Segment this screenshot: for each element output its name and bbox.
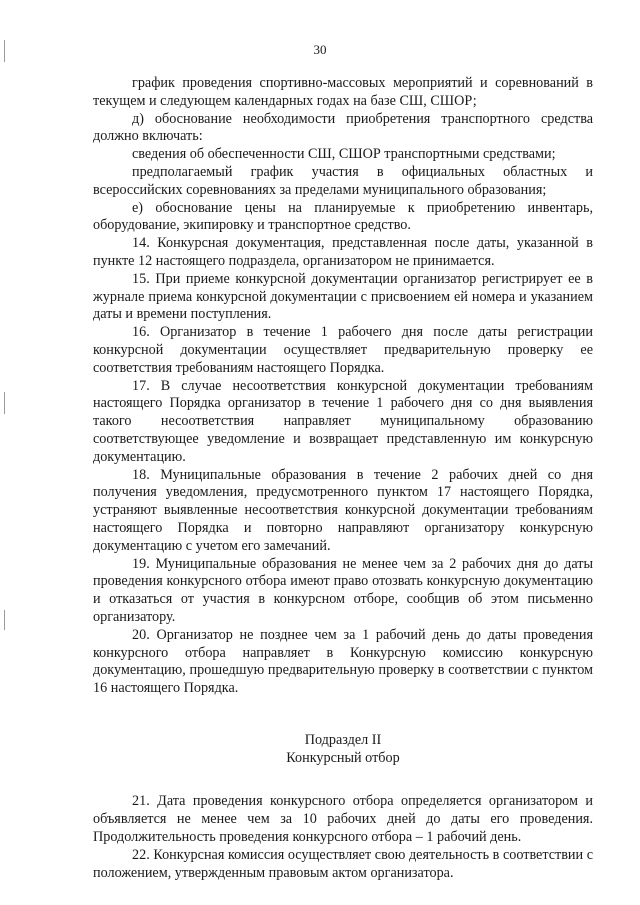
paragraph-group-bottom	[93, 793, 593, 882]
paragraph: д) обоснование необходимости приобретения транспортного средства должно включать:	[93, 110, 593, 145]
paragraph: сведения об обеспеченности СШ, СШОР транспортными средствами;	[132, 146, 556, 163]
subsection-heading	[93, 732, 593, 768]
paragraph: 14. Конкурсная документация, представленная после даты, указанной в пункте 12 настоящего подраздела, организатором не принимается.	[93, 235, 593, 269]
paragraph: предполагаемый график участия в официальных областных и всероссийских соревнованиях за пределами муниципального образования;	[93, 163, 593, 198]
paragraph: 22. Конкурсная комиссия осуществляет свою деятельность в соответствии с положением, утвержденным правовым актом организатора.	[93, 846, 593, 881]
scan-margin-mark-bottom	[4, 610, 5, 630]
document-body	[93, 75, 593, 882]
paragraph: 21. Дата проведения конкурсного отбора определяется организатором и объявляется не менее чем за 10 рабочих дней до даты его проведения. Продолжительность проведения конкурсного отбора – 1 рабочий день.	[93, 793, 593, 846]
subsection-title: Конкурсный отбор	[286, 749, 400, 766]
paragraph: 18. Муниципальные образования в течение 2 рабочих дней со дня получения уведомления, предусмотренного пунктом 17 настоящего Порядка, устраняют выявленные несоответствия конкурсной документации требованиям настоящего Порядка и повторно направляют организатору конкурсную документацию с учетом его замечаний.	[93, 466, 593, 554]
scan-margin-mark-mid	[4, 392, 5, 414]
spacer	[93, 698, 593, 732]
paragraph-group-top	[93, 75, 593, 698]
subsection-number: Подраздел II	[304, 731, 382, 748]
paragraph: 19. Муниципальные образования не менее чем за 2 рабочих дня до даты проведения конкурсного отбора имеют право отозвать конкурсную документацию и отказаться от участия в конкурсном отборе, сообщив об этом письменно организатору.	[93, 555, 593, 625]
paragraph: график проведения спортивно-массовых мероприятий и соревнований в текущем и следующем календарных годах на базе СШ, СШОР;	[93, 75, 593, 109]
paragraph: 20. Организатор не позднее чем за 1 рабочий день до даты проведения конкурсного отбора направляет в Конкурсную комиссию конкурсную документацию, прошедшую предварительную проверку в соответствии с пунктом 16 настоящего Порядка.	[93, 626, 593, 697]
paragraph: е) обоснование цены на планируемые к приобретению инвентарь, оборудование, экипировку и транспортное средство.	[93, 199, 593, 234]
paragraph: 16. Организатор в течение 1 рабочего дня после даты регистрации конкурсной документации осуществляет предварительную проверку ее соответствия требованиям настоящего Порядка.	[93, 324, 593, 376]
paragraph: 15. При приеме конкурсной документации организатор регистрирует ее в журнале приема конкурсной документации с присвоением ей номера и указанием даты и времени поступления.	[93, 270, 593, 323]
spacer	[93, 767, 593, 793]
page-number: 30	[313, 42, 327, 57]
paragraph: 17. В случае несоответствия конкурсной документации требованиям настоящего Порядка организатор в течение 1 рабочего дня со дня выявления такого несоответствия направляет муниципальному образованию соответствующее уведомление и возвращает представленную им конкурсную документацию.	[93, 377, 593, 465]
